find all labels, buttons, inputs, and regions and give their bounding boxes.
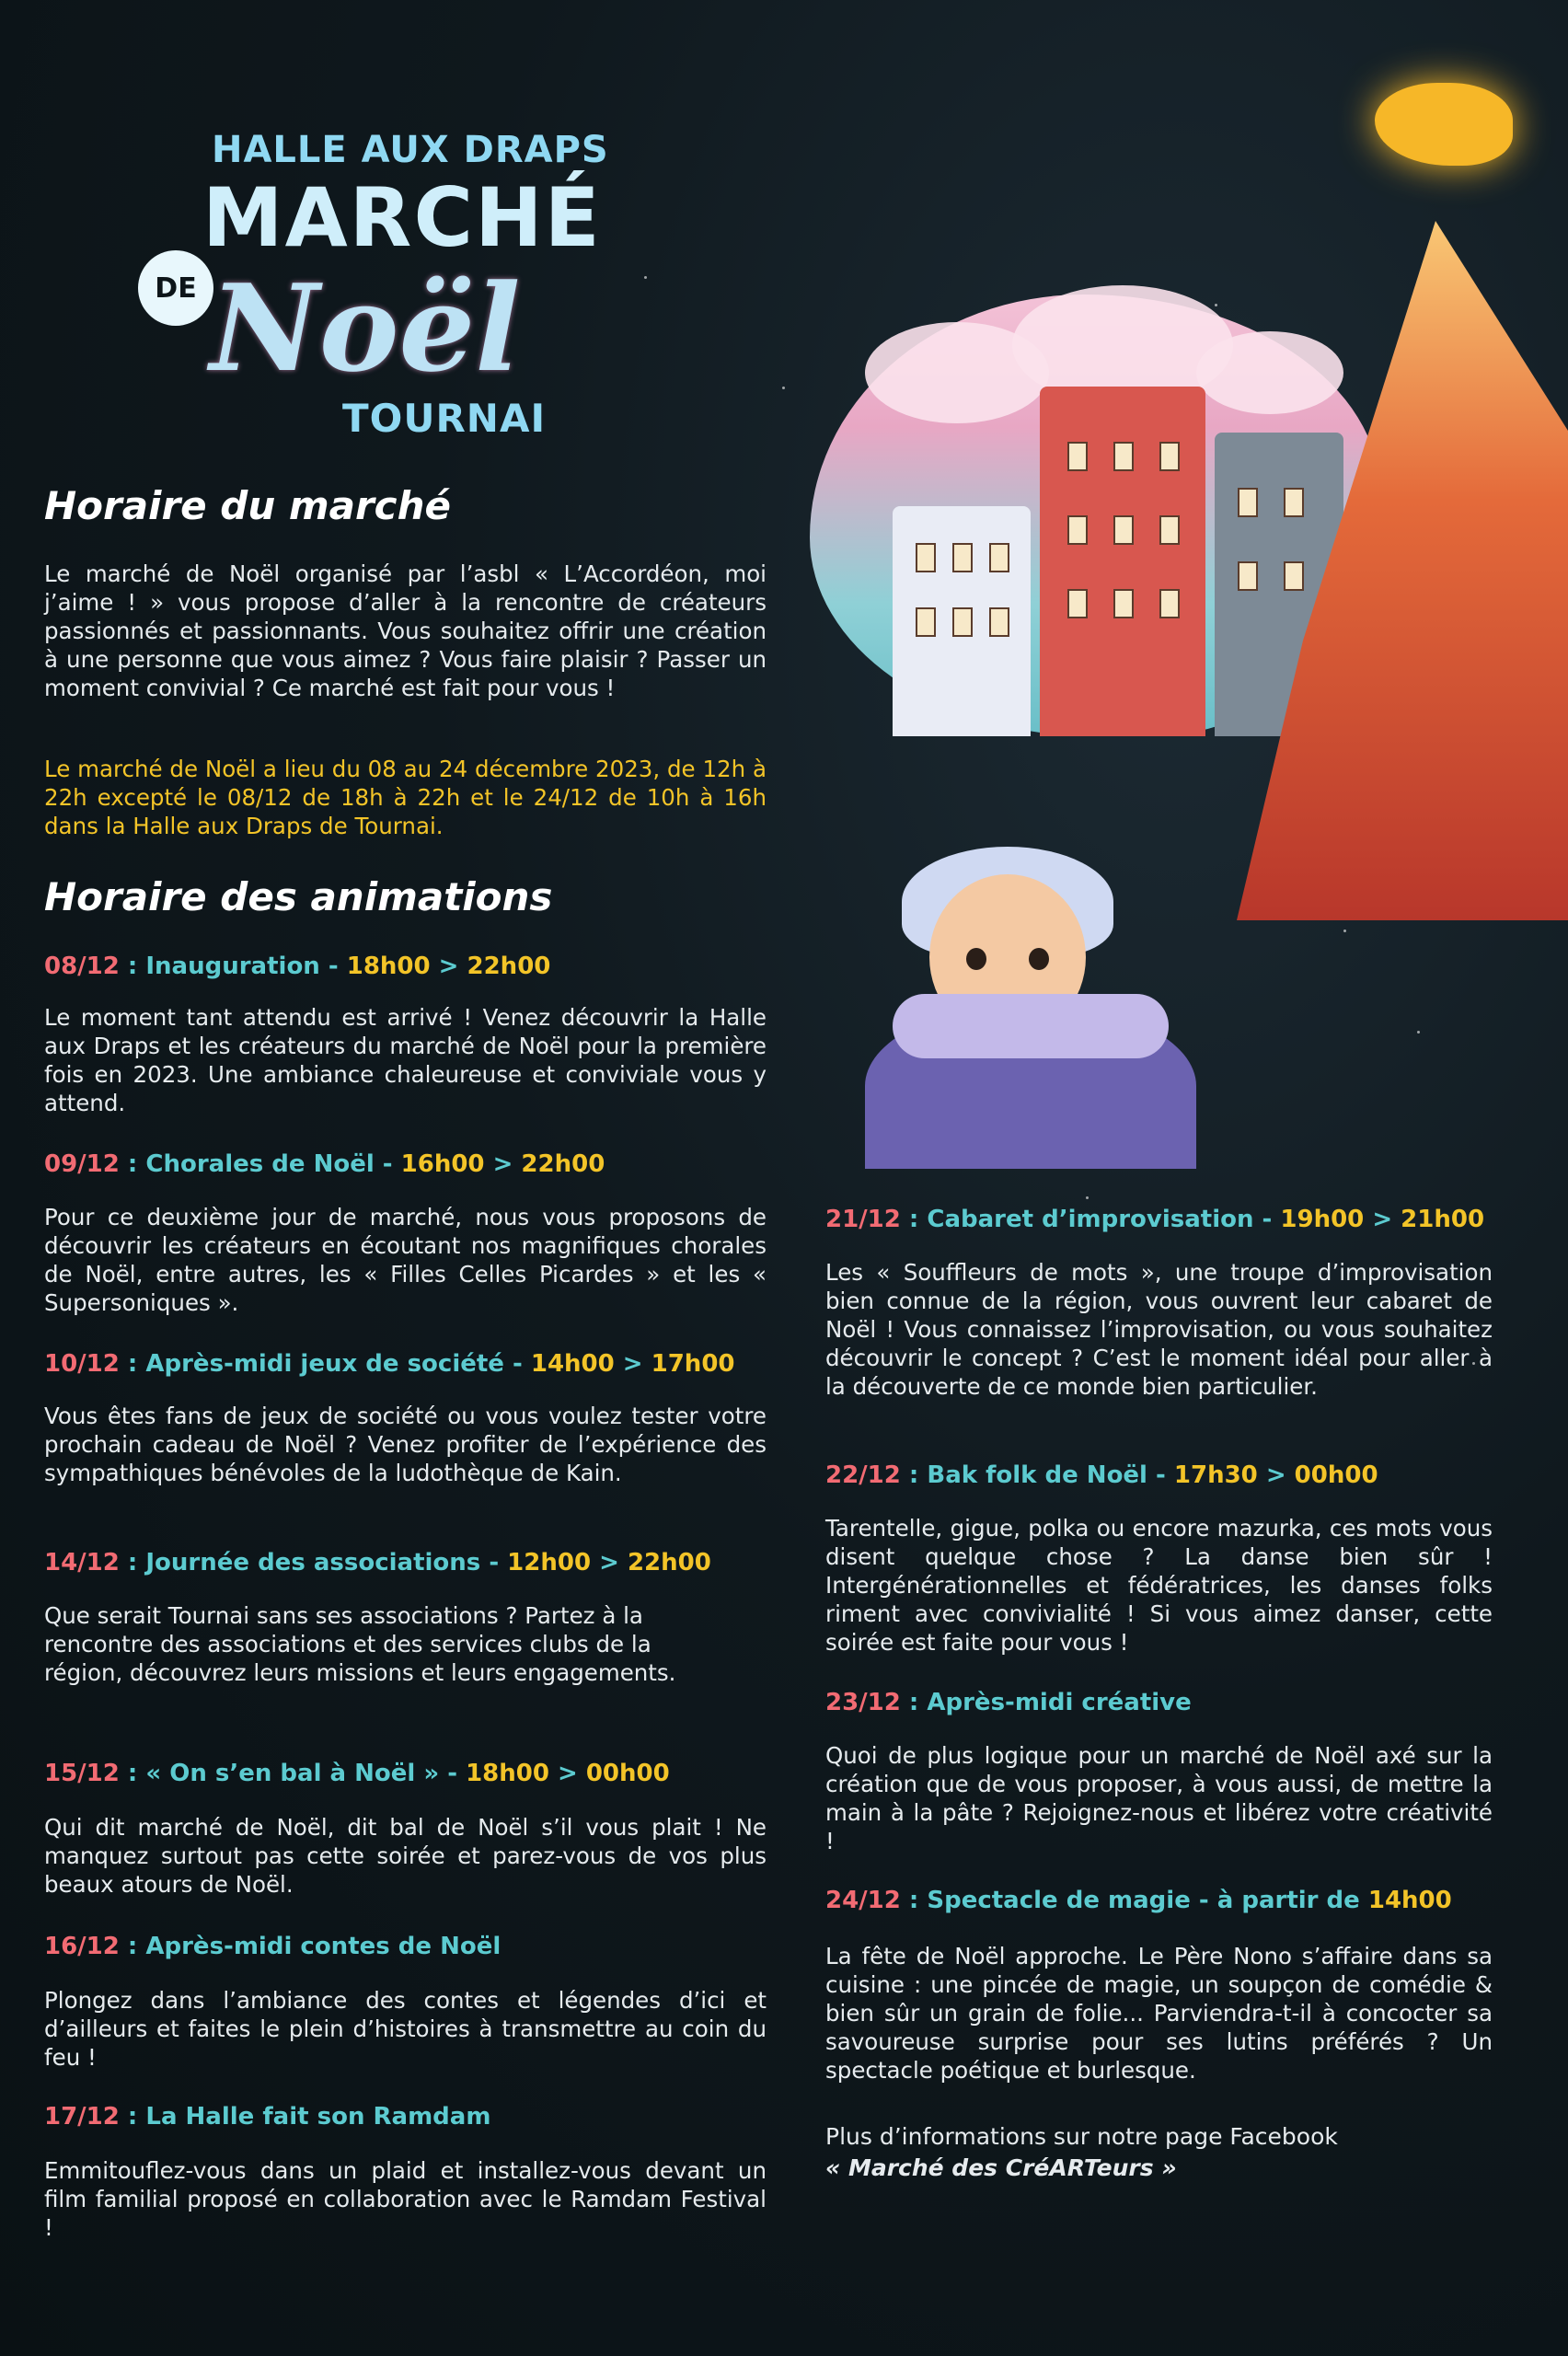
event-description: La fête de Noël approche. Le Père Nono s’affaire dans sa cuisine : une pincée de magie, un soupçon de comédie & bien sûr un grain de folie... Parviendra-t-il à concocter sa savoureuse surprise pour ses lutins préférés ? Un spectacle poétique et burlesque.	[825, 1943, 1493, 2084]
event-heading: 14/12 : Journée des associations - 12h00 > 22h00	[44, 1549, 711, 1576]
facebook-info	[825, 2121, 1493, 2184]
golden-dragon-icon	[1375, 83, 1513, 166]
facebook-page-name: « Marché des CréARTeurs »	[825, 2154, 1177, 2181]
event-description: Pour ce deuxième jour de marché, nous vous proposons de découvrir les créateurs en écoutant nos magnifiques chorales de Noël, entre autres, les « Filles Celles Picardes » et les « Supersoniques ».	[44, 1204, 767, 1316]
event-heading: 16/12 : Après-midi contes de Noël	[44, 1933, 502, 1960]
event-description: Vous êtes fans de jeux de société ou vous voulez tester votre prochain cadeau de Noël ? Venez profiter de l’expérience des sympathiques bénévoles de la ludothèque de Kain.	[44, 1403, 767, 1486]
market-dates-text: Le marché de Noël a lieu du 08 au 24 décembre 2023, de 12h à 22h excepté le 08/12 de 18h à 22h et le 24/12 de 10h à 16h dans la Halle aux Draps de Tournai.	[44, 756, 767, 839]
event-description: Quoi de plus logique pour un marché de Noël axé sur la création que de vous proposer, à vous aussi, de mettre la main à la pâte ? Rejoignez-nous et libérez votre créativité !	[825, 1742, 1493, 1854]
christmas-illustration	[810, 55, 1568, 1169]
event-heading: 15/12 : « On s’en bal à Noël » - 18h00 > 00h00	[44, 1760, 670, 1787]
girl-character	[865, 865, 1196, 1169]
section-title-animations: Horaire des animations	[44, 874, 553, 919]
event-heading: 22/12 : Bak folk de Noël - 17h30 > 00h00	[825, 1461, 1378, 1489]
event-description: Emmitouflez-vous dans un plaid et installez-vous devant un film familial proposé en collaboration avec le Ramdam Festival !	[44, 2157, 767, 2241]
facebook-info-text: Plus d’informations sur notre page Facebook	[825, 2123, 1338, 2150]
house-left	[893, 506, 1031, 736]
event-heading: 21/12 : Cabaret d’improvisation - 19h00 > 21h00	[825, 1206, 1485, 1233]
logo-marche: MARCHÉ	[202, 170, 602, 265]
event-heading: 24/12 : Spectacle de magie - à partir de 14h00	[825, 1887, 1452, 1914]
event-description: Que serait Tournai sans ses associations ? Partez à la rencontre des associations et des services clubs de la région, découvrez leurs missions et leurs engagements.	[44, 1602, 676, 1686]
marche-de-noel-logo	[138, 120, 609, 451]
logo-tournai: TOURNAI	[342, 396, 547, 441]
event-heading: 09/12 : Chorales de Noël - 16h00 > 22h00	[44, 1150, 605, 1178]
event-description: Tarentelle, gigue, polka ou encore mazurka, ces mots vous disent quelque chose ? La danse bien sûr ! Intergénérationnelles et fédératrices, les danses folks riment avec convivialité ! Si vous aimez danser, cette soirée est faite pour vous !	[825, 1515, 1493, 1656]
market-intro-text: Le marché de Noël organisé par l’asbl « L’Accordéon, moi j’aime ! » vous propose d’aller à la rencontre de créateurs passionnés et passionnants. Vous souhaitez offrir une création à une personne que vous aimez ? Vous faire plaisir ? Passer un moment convivial ? Ce marché est fait pour vous !	[44, 560, 767, 701]
logo-de-ornament: DE	[138, 250, 213, 326]
event-heading: 10/12 : Après-midi jeux de société - 14h00 > 17h00	[44, 1350, 735, 1378]
logo-halle-aux-draps: HALLE AUX DRAPS	[212, 129, 609, 171]
section-title-market-hours: Horaire du marché	[44, 483, 451, 528]
event-description: Plongez dans l’ambiance des contes et légendes d’ici et d’ailleurs et faites le plein d’histoires à transmettre au coin du feu !	[44, 1987, 767, 2071]
event-description: Le moment tant attendu est arrivé ! Venez découvrir la Halle aux Draps et les créateurs du marché de Noël pour la première fois en 2023. Une ambiance chaleureuse et conviviale vous y attend.	[44, 1004, 767, 1116]
house-red	[1040, 387, 1205, 736]
event-heading: 17/12 : La Halle fait son Ramdam	[44, 2103, 491, 2131]
illustration-sky	[810, 294, 1380, 736]
event-description: Les « Souffleurs de mots », une troupe d’improvisation bien connue de la région, vous ouvrent leur cabaret de Noël ! Vous connaissez l’improvisation, ou vous souhaitez découvrir le concept ? C’est le moment idéal pour aller à la découverte de ce monde bien particulier.	[825, 1259, 1493, 1400]
event-heading: 08/12 : Inauguration - 18h00 > 22h00	[44, 953, 551, 980]
logo-noel: Noël	[210, 258, 521, 398]
event-description: Qui dit marché de Noël, dit bal de Noël s’il vous plait ! Ne manquez surtout pas cette soirée et parez-vous de vos plus beaux atours de Noël.	[44, 1814, 767, 1898]
event-heading: 23/12 : Après-midi créative	[825, 1689, 1192, 1716]
